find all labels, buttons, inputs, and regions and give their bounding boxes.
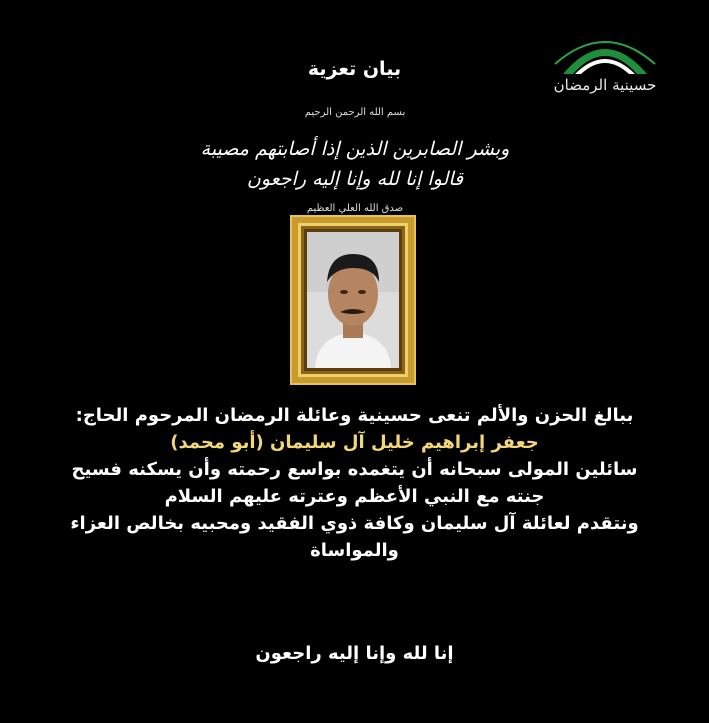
message-line-4: جنته مع النبي الأعظم وعترته عليهم السلام	[164, 486, 545, 507]
message-line-1: ببالغ الحزن والألم تنعى حسينية وعائلة الرمضان المرحوم الحاج:	[75, 405, 634, 426]
message-line-5: ونتقدم لعائلة آل سليمان وكافة ذوي الفقيد ومحبيه بخالص العزاء	[70, 513, 639, 534]
message-line-6: والمواساة	[310, 540, 399, 561]
closing-phrase: إنا لله وإنا إليه راجعون	[255, 643, 454, 664]
page-title: بيان تعزية	[307, 58, 402, 80]
quran-verse	[190, 106, 520, 214]
message-line-3: سائلين المولى سبحانه أن يتغمده بواسع رحمته وأن يسكنه فسيح	[71, 459, 638, 480]
portrait-photo	[307, 232, 399, 368]
logo-text: حسينية الرمضان	[553, 76, 657, 94]
condolence-message	[40, 402, 669, 564]
portrait-frame	[292, 217, 414, 383]
verse-footer: صدق الله العلي العظيم	[306, 203, 404, 214]
deceased-name: جعفر إبراهيم خليل آل سليمان (أبو محمد)	[170, 432, 539, 453]
verse-basmala: بسم الله الرحمن الرحيم	[304, 107, 406, 118]
verse-text: وبشر الصابرين الذين إذا أصابتهم مصيبة قالوا إنا لله وإنا إليه راجعون	[200, 138, 510, 190]
